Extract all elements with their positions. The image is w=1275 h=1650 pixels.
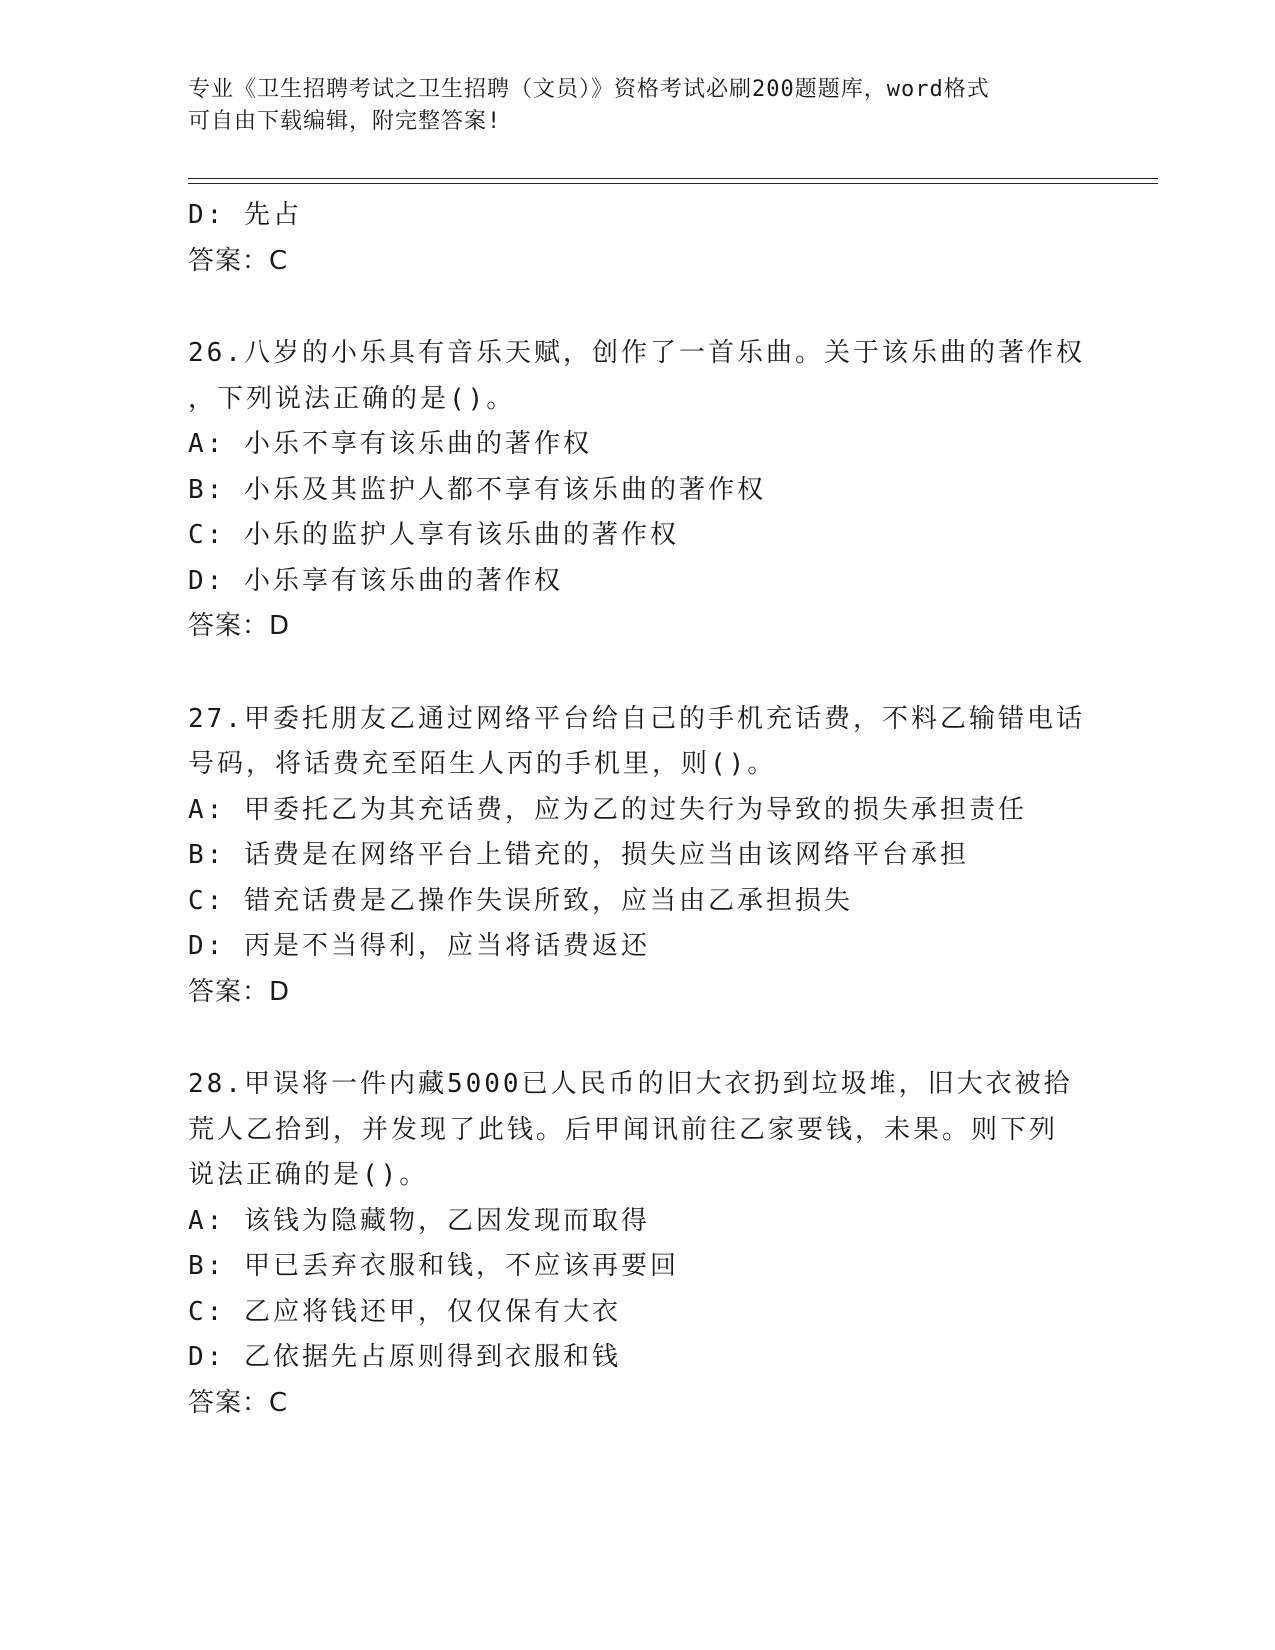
option-b: B: 甲已丢弃衣服和钱，不应该再要回 xyxy=(188,1251,679,1281)
option-a: A: 小乐不享有该乐曲的著作权 xyxy=(188,429,592,459)
question-stem-line: 荒人乙拾到，并发现了此钱。后甲闻讯前往乙家要钱，未果。则下列 xyxy=(188,1114,1059,1145)
question-27 xyxy=(188,697,1088,1016)
answer-line: 答案：D xyxy=(188,611,291,641)
header-line-2: 可自由下载编辑，附完整答案! xyxy=(188,109,502,134)
option-b: B: 小乐及其监护人都不享有该乐曲的著作权 xyxy=(188,474,766,505)
option-a: A: 甲委托乙为其充话费，应为乙的过失行为导致的损失承担责任 xyxy=(188,794,1027,825)
answer-line: 答案：C xyxy=(188,245,289,276)
header-line-1: 专业《卫生招聘考试之卫生招聘（文员）》资格考试必刷200题题库，word格式 xyxy=(188,77,990,102)
question-stem-line: 26.八岁的小乐具有音乐天赋，创作了一首乐曲。关于该乐曲的著作权 xyxy=(188,338,1085,368)
option-d: D: 丙是不当得利，应当将话费返还 xyxy=(188,931,650,961)
answer-line: 答案：C xyxy=(188,1387,289,1418)
option-d: D: 先占 xyxy=(188,200,302,230)
carryover-question-25 xyxy=(188,193,1088,284)
question-stem-line: 27.甲委托朋友乙通过网络平台给自己的手机充话费，不料乙输错电话 xyxy=(188,703,1085,734)
option-d: D: 小乐享有该乐曲的著作权 xyxy=(188,565,563,596)
option-b: B: 话费是在网络平台上错充的，损失应当由该网络平台承担 xyxy=(188,840,969,870)
question-26 xyxy=(188,331,1088,650)
option-c: C: 小乐的监护人享有该乐曲的著作权 xyxy=(188,520,679,550)
question-stem-line: 说法正确的是()。 xyxy=(188,1160,429,1190)
option-c: C: 乙应将钱还甲，仅仅保有大衣 xyxy=(188,1296,621,1327)
option-a: A: 该钱为隐藏物，乙因发现而取得 xyxy=(188,1205,650,1236)
document-body xyxy=(188,193,1088,1426)
document-header xyxy=(188,74,1068,138)
question-stem-line: 28.甲误将一件内藏5000已人民币的旧大衣扔到垃圾堆，旧大衣被拾 xyxy=(188,1069,1073,1099)
answer-line: 答案：D xyxy=(188,976,291,1007)
header-divider-bottom xyxy=(188,183,1158,184)
question-28 xyxy=(188,1062,1088,1426)
question-stem-line: ，下列说法正确的是()。 xyxy=(188,383,516,414)
header-divider-top xyxy=(188,178,1158,179)
question-stem-line: 号码，将话费充至陌生人丙的手机里，则()。 xyxy=(188,749,777,779)
option-d: D: 乙依据先占原则得到衣服和钱 xyxy=(188,1342,621,1372)
option-c: C: 错充话费是乙操作失误所致，应当由乙承担损失 xyxy=(188,885,853,916)
